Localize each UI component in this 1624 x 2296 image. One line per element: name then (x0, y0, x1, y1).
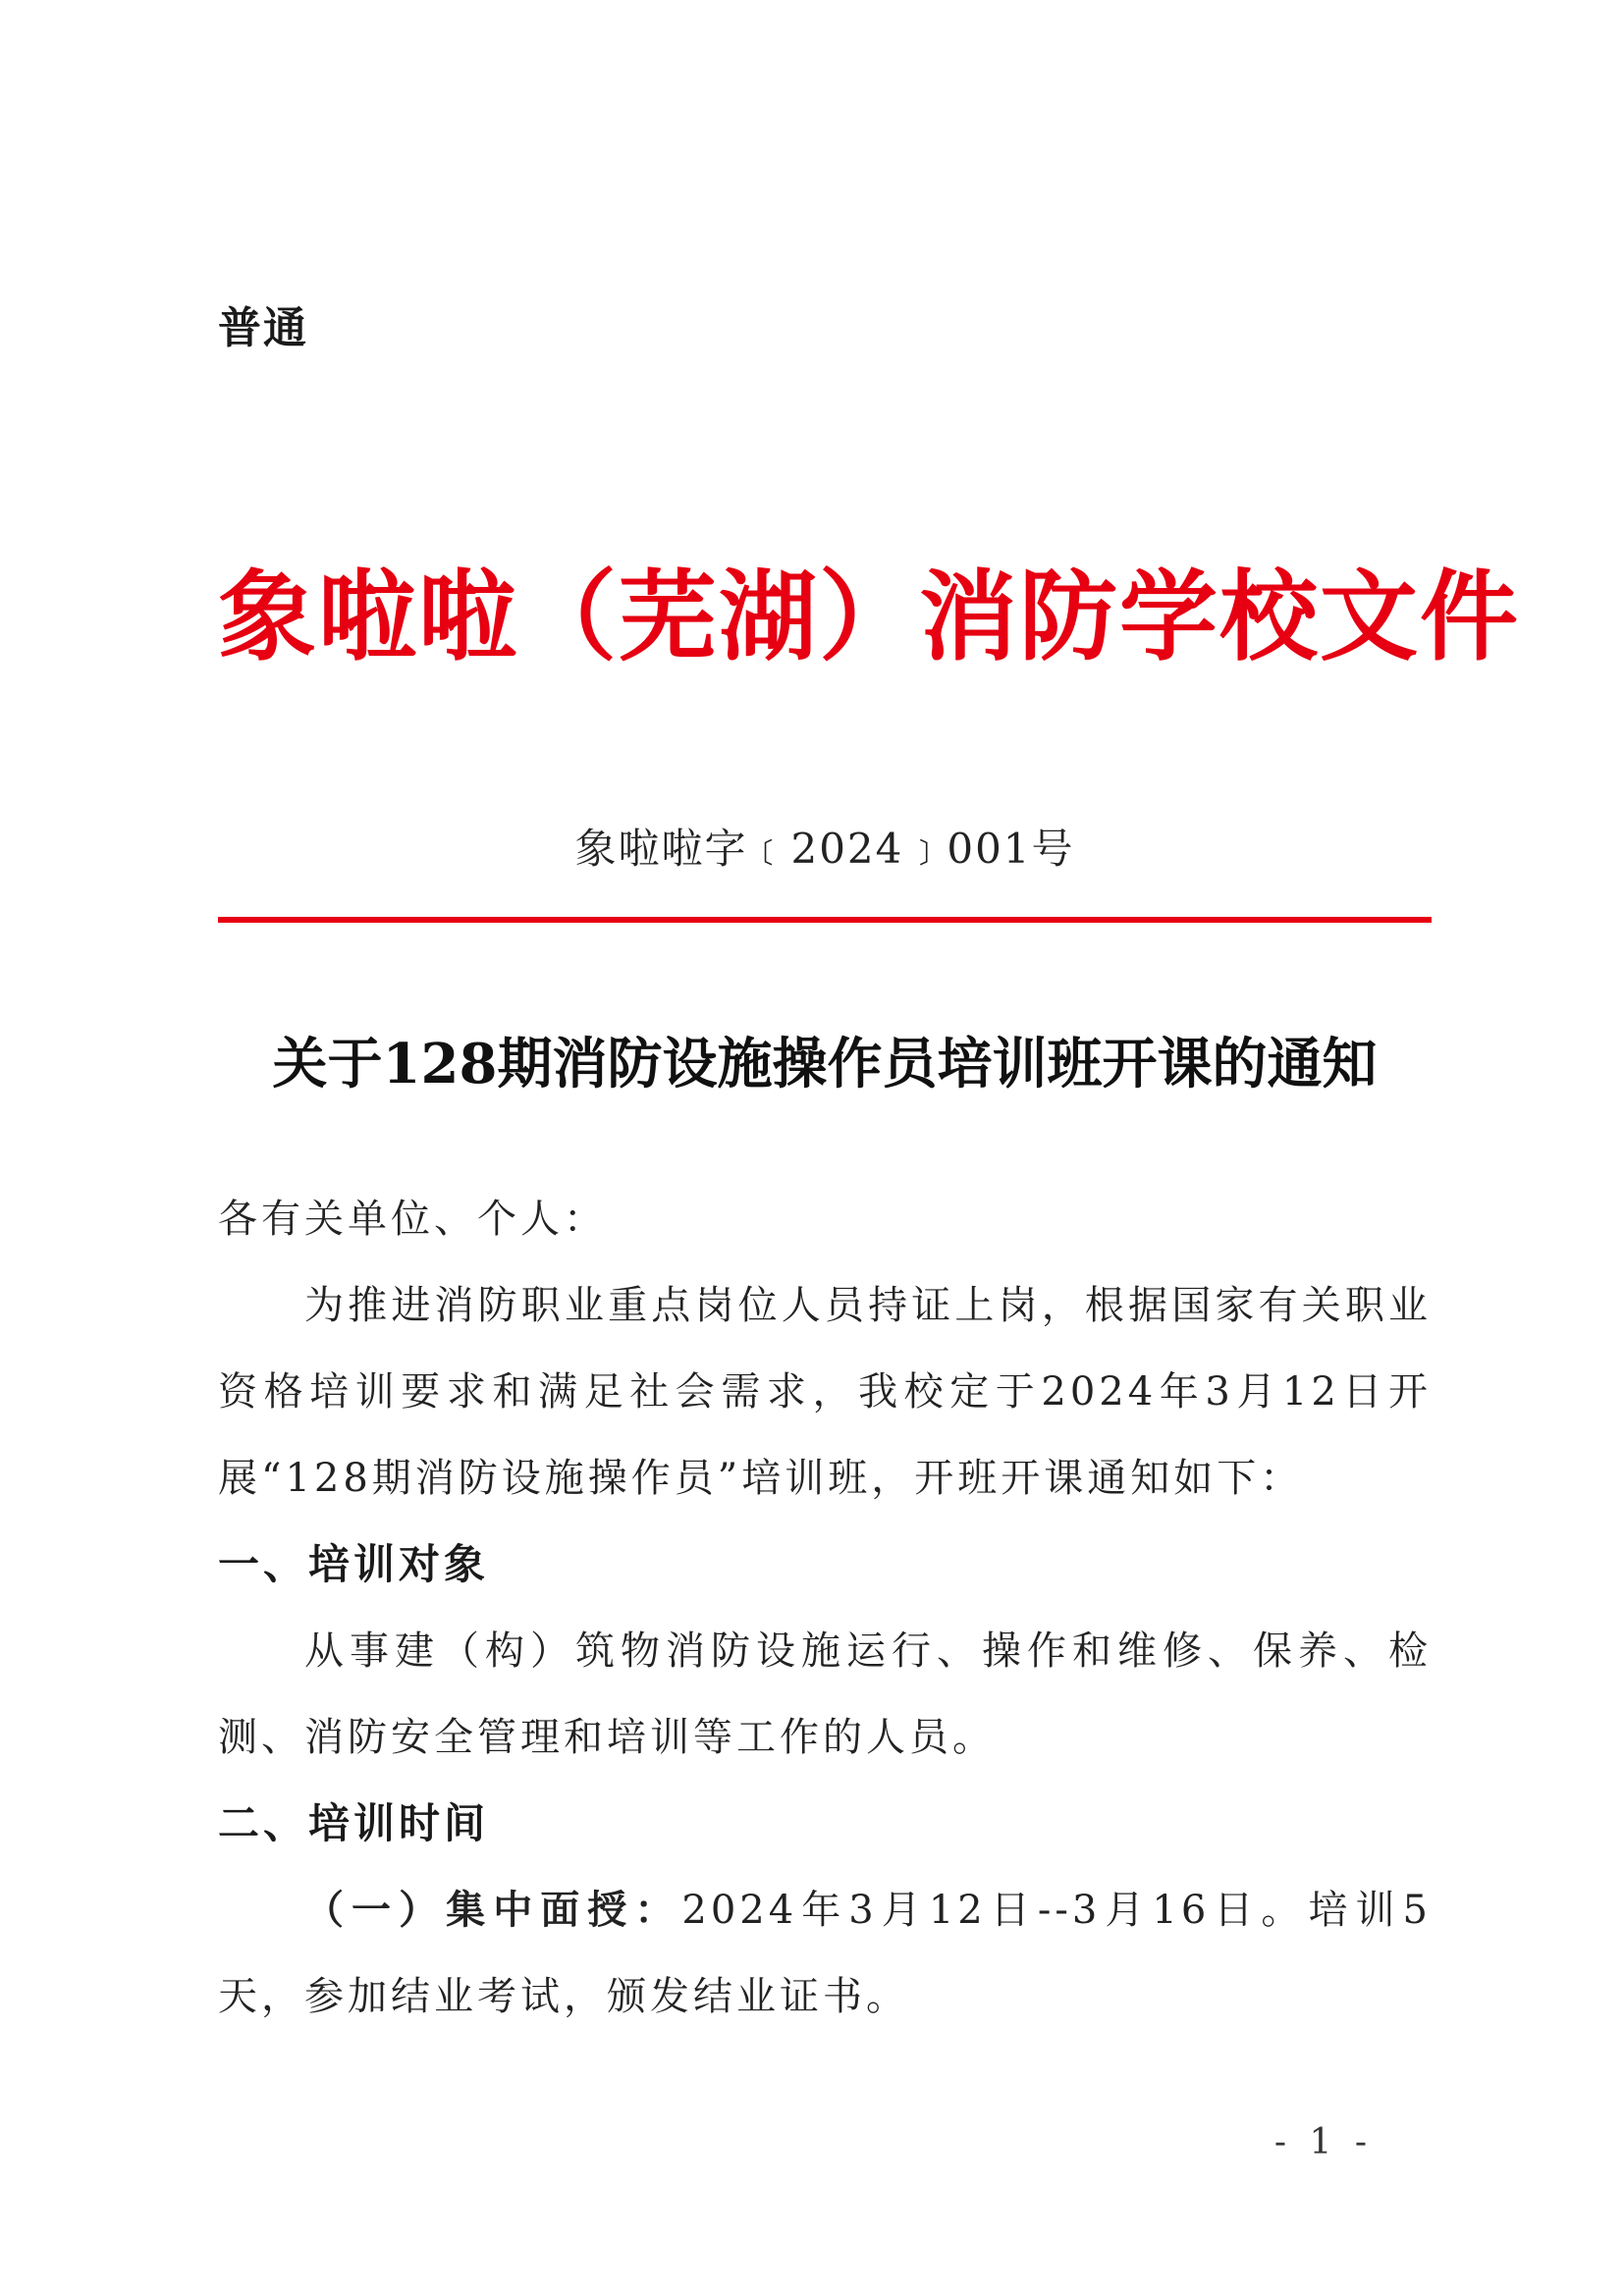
page-number: - 1 - (1273, 2122, 1373, 2163)
intro-paragraph: 为推进消防职业重点岗位人员持证上岗，根据国家有关职业资格培训要求和满足社会需求，我校定于2024年3月12日开展“128期消防设施操作员”培训班，开班开课通知如下： (218, 1283, 1432, 1501)
training-time-paragraph (218, 1867, 1432, 2040)
document-number: 象啦啦字﹝2024﹞001号 (574, 825, 1075, 873)
subsection-label-in-person: （一）集中面授： (304, 1888, 682, 1933)
notice-title: 关于128期消防设施操作员培训班开课的通知 (272, 1032, 1378, 1096)
section-heading-training-target: 一、培训对象 (218, 1540, 490, 1588)
red-divider-rule (218, 917, 1432, 923)
classification-label: 普通 (218, 303, 308, 353)
section-heading-training-time: 二、培训时间 (218, 1799, 490, 1847)
subsection-text-in-person: 2024年3月12日--3月16日。培训5天，参加结业考试，颁发结业证书。 (218, 1888, 1432, 2019)
training-target-paragraph: 从事建（构）筑物消防设施运行、操作和维修、保养、检测、消防安全管理和培训等工作的人员。 (218, 1629, 1432, 1760)
salutation: 各有关单位、个人： (218, 1197, 607, 1242)
masthead-title: 象啦啦（芜湖）消防学校文件 (218, 559, 1520, 674)
